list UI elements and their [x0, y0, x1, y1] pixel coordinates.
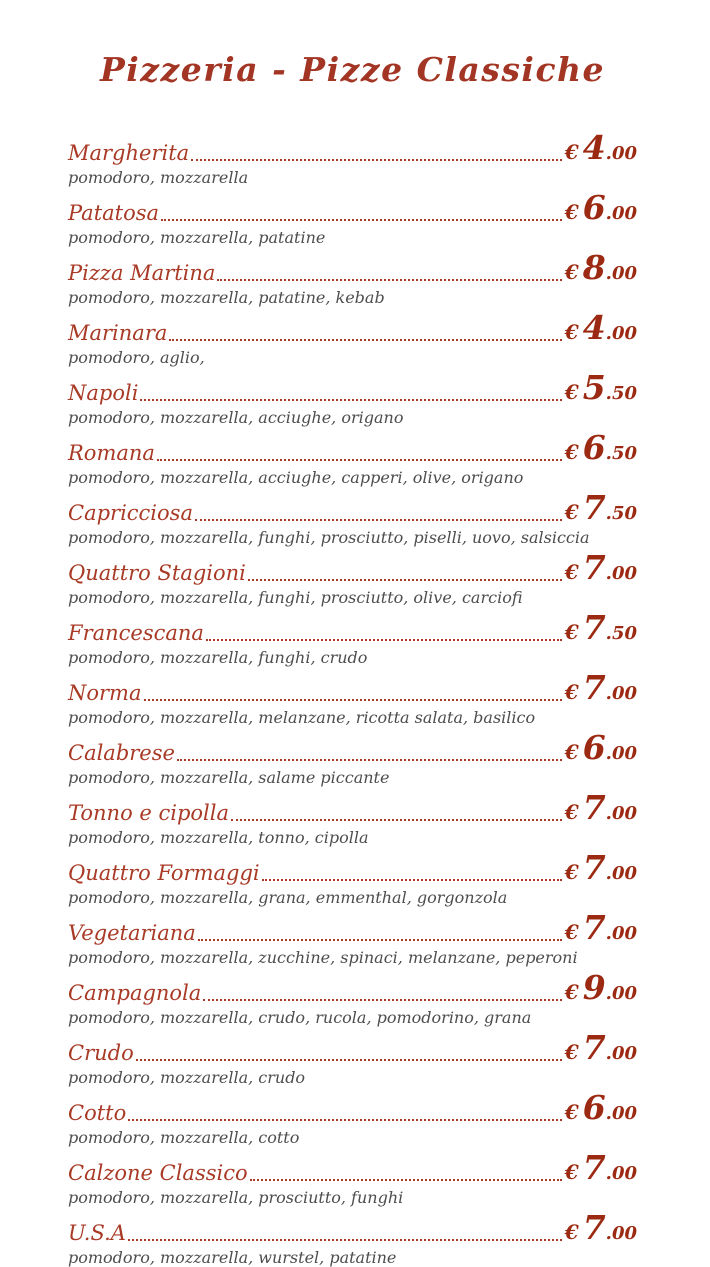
dot-leader [161, 219, 562, 221]
menu-item [68, 188, 637, 247]
menu-item-row [68, 428, 637, 467]
menu-item [68, 608, 637, 667]
price-cents: .00 [605, 803, 637, 824]
pizza-ingredients: pomodoro, mozzarella, tonno, cipolla [68, 828, 369, 847]
pizza-name: Pizza Martina [68, 261, 216, 285]
dot-leader [262, 879, 562, 881]
pizza-ingredients: pomodoro, mozzarella, crudo [68, 1068, 306, 1087]
pizza-name: Calabrese [68, 741, 175, 765]
menu-item-row [68, 1028, 637, 1067]
menu-item [68, 428, 637, 487]
euro-sign: € [564, 620, 579, 644]
price-cents: .00 [605, 563, 637, 584]
menu-item [68, 1208, 637, 1267]
price [564, 728, 637, 767]
price [564, 668, 637, 707]
menu-item [68, 728, 637, 787]
dot-leader [136, 1059, 562, 1061]
dot-leader [128, 1239, 562, 1241]
pizza-name: Crudo [68, 1041, 134, 1065]
price-cents: .00 [605, 1043, 637, 1064]
menu-item-row [68, 548, 637, 587]
price [564, 428, 637, 467]
pizza-name: Quattro Formaggi [68, 861, 260, 885]
dot-leader [250, 1179, 562, 1181]
pizza-ingredients: pomodoro, mozzarella, melanzane, ricotta salata, basilico [68, 708, 536, 727]
pizza-ingredients: pomodoro, mozzarella, salame piccante [68, 768, 390, 787]
menu-list [68, 128, 637, 1267]
price-integer: 7 [582, 908, 606, 947]
price [564, 788, 637, 827]
price-cents: .50 [605, 443, 637, 464]
euro-sign: € [564, 380, 579, 404]
euro-sign: € [564, 260, 579, 284]
menu-item [68, 1088, 637, 1147]
price [564, 248, 637, 287]
pizza-ingredients: pomodoro, mozzarella, funghi, prosciutto, olive, carciofi [68, 588, 523, 607]
dot-leader [206, 639, 562, 641]
price-integer: 7 [582, 608, 606, 647]
menu-item [68, 248, 637, 307]
menu-item [68, 848, 637, 907]
euro-sign: € [564, 920, 579, 944]
price-cents: .00 [605, 323, 637, 344]
pizza-ingredients: pomodoro, aglio, [68, 348, 205, 367]
euro-sign: € [564, 140, 579, 164]
price [564, 1088, 637, 1127]
dot-leader [128, 1119, 562, 1121]
price-cents: .50 [605, 503, 637, 524]
menu-item-row [68, 248, 637, 287]
menu-item-row [68, 308, 637, 347]
price-integer: 7 [582, 788, 606, 827]
price [564, 1028, 637, 1067]
price-cents: .00 [605, 143, 637, 164]
menu-item [68, 488, 637, 547]
menu-item-row [68, 968, 637, 1007]
menu-item-row [68, 188, 637, 227]
pizza-name: Quattro Stagioni [68, 561, 246, 585]
menu-item-row [68, 1148, 637, 1187]
page-title: Pizzeria - Pizze Classiche [99, 50, 606, 89]
euro-sign: € [564, 740, 579, 764]
price-integer: 7 [582, 848, 606, 887]
dot-leader [140, 399, 561, 401]
price-integer: 6 [582, 1088, 606, 1127]
price [564, 1148, 637, 1187]
euro-sign: € [564, 440, 579, 464]
menu-item [68, 908, 637, 967]
price-cents: .50 [605, 383, 637, 404]
price-integer: 7 [582, 668, 606, 707]
price-integer: 9 [582, 968, 606, 1007]
price [564, 308, 637, 347]
menu-item [68, 368, 637, 427]
dot-leader [248, 579, 562, 581]
menu-item [68, 128, 637, 187]
price-integer: 7 [582, 548, 606, 587]
pizza-name: Calzone Classico [68, 1161, 248, 1185]
menu-item [68, 1148, 637, 1207]
menu-item-row [68, 1208, 637, 1247]
dot-leader [177, 759, 562, 761]
pizza-ingredients: pomodoro, mozzarella, acciughe, origano [68, 408, 404, 427]
pizza-name: Campagnola [68, 981, 202, 1005]
pizza-ingredients: pomodoro, mozzarella, prosciutto, funghi [68, 1188, 404, 1207]
pizza-name: Francescana [68, 621, 204, 645]
pizza-ingredients: pomodoro, mozzarella, funghi, prosciutto, piselli, uovo, salsiccia [68, 528, 590, 547]
dot-leader [198, 939, 562, 941]
pizza-ingredients: pomodoro, mozzarella, acciughe, capperi, olive, origano [68, 468, 524, 487]
price [564, 1208, 637, 1247]
pizza-ingredients: pomodoro, mozzarella, patatine, kebab [68, 288, 385, 307]
dot-leader [231, 819, 562, 821]
menu-item-row [68, 728, 637, 767]
euro-sign: € [564, 320, 579, 344]
dot-leader [217, 279, 561, 281]
pizza-ingredients: pomodoro, mozzarella, zucchine, spinaci, melanzane, peperoni [68, 948, 578, 967]
menu-item [68, 308, 637, 367]
price-cents: .00 [605, 743, 637, 764]
price-integer: 6 [582, 728, 606, 767]
price-integer: 8 [582, 248, 606, 287]
price [564, 488, 637, 527]
price [564, 368, 637, 407]
menu-item [68, 968, 637, 1027]
price [564, 968, 637, 1007]
price-cents: .00 [605, 1103, 637, 1124]
menu-item [68, 788, 637, 847]
euro-sign: € [564, 860, 579, 884]
pizza-ingredients: pomodoro, mozzarella, crudo, rucola, pomodorino, grana [68, 1008, 532, 1027]
price-cents: .00 [605, 683, 637, 704]
price-integer: 7 [582, 1028, 606, 1067]
pizza-name: Tonno e cipolla [68, 801, 230, 825]
pizza-name: Norma [68, 681, 142, 705]
menu-item [68, 668, 637, 727]
price-integer: 5 [582, 368, 606, 407]
menu-item [68, 1028, 637, 1087]
price-cents: .00 [605, 1223, 637, 1244]
pizza-ingredients: pomodoro, mozzarella, patatine [68, 228, 326, 247]
pizza-ingredients: pomodoro, mozzarella, cotto [68, 1128, 300, 1147]
price [564, 188, 637, 227]
menu-item-row [68, 608, 637, 647]
euro-sign: € [564, 800, 579, 824]
price-cents: .00 [605, 863, 637, 884]
price-cents: .00 [605, 983, 637, 1004]
price [564, 548, 637, 587]
euro-sign: € [564, 1040, 579, 1064]
pizza-name: Capricciosa [68, 501, 193, 525]
price-integer: 6 [582, 188, 606, 227]
menu-item-row [68, 848, 637, 887]
euro-sign: € [564, 1160, 579, 1184]
dot-leader [144, 699, 562, 701]
price-cents: .50 [605, 623, 637, 644]
euro-sign: € [564, 200, 579, 224]
pizza-ingredients: pomodoro, mozzarella, wurstel, patatine [68, 1248, 397, 1267]
euro-sign: € [564, 680, 579, 704]
menu-item-row [68, 128, 637, 167]
pizza-name: Margherita [68, 141, 190, 165]
pizza-name: Napoli [68, 381, 139, 405]
pizza-name: Romana [68, 441, 155, 465]
pizza-ingredients: pomodoro, mozzarella [68, 168, 249, 187]
pizza-ingredients: pomodoro, mozzarella, funghi, crudo [68, 648, 368, 667]
menu-item [68, 548, 637, 607]
price-integer: 6 [582, 428, 606, 467]
euro-sign: € [564, 980, 579, 1004]
pizza-ingredients: pomodoro, mozzarella, grana, emmenthal, gorgonzola [68, 888, 508, 907]
price-integer: 7 [582, 1148, 606, 1187]
pizza-name: Marinara [68, 321, 168, 345]
dot-leader [195, 519, 562, 521]
menu-item-row [68, 668, 637, 707]
euro-sign: € [564, 1220, 579, 1244]
menu-item-row [68, 488, 637, 527]
price-cents: .00 [605, 923, 637, 944]
price-cents: .00 [605, 1163, 637, 1184]
euro-sign: € [564, 1100, 579, 1124]
price [564, 608, 637, 647]
pizza-name: Vegetariana [68, 921, 196, 945]
price-cents: .00 [605, 263, 637, 284]
price-integer: 4 [582, 308, 606, 347]
price [564, 128, 637, 167]
menu-item-row [68, 788, 637, 827]
price [564, 908, 637, 947]
pizza-name: Patatosa [68, 201, 160, 225]
price [564, 848, 637, 887]
dot-leader [169, 339, 561, 341]
pizza-name: U.S.A [68, 1221, 126, 1245]
dot-leader [191, 159, 562, 161]
price-cents: .00 [605, 203, 637, 224]
menu-item-row [68, 368, 637, 407]
menu-item-row [68, 908, 637, 947]
pizza-name: Cotto [68, 1101, 127, 1125]
price-integer: 4 [582, 128, 606, 167]
menu-item-row [68, 1088, 637, 1127]
price-integer: 7 [582, 1208, 606, 1247]
dot-leader [203, 999, 561, 1001]
dot-leader [157, 459, 562, 461]
euro-sign: € [564, 560, 579, 584]
euro-sign: € [564, 500, 579, 524]
price-integer: 7 [582, 488, 606, 527]
